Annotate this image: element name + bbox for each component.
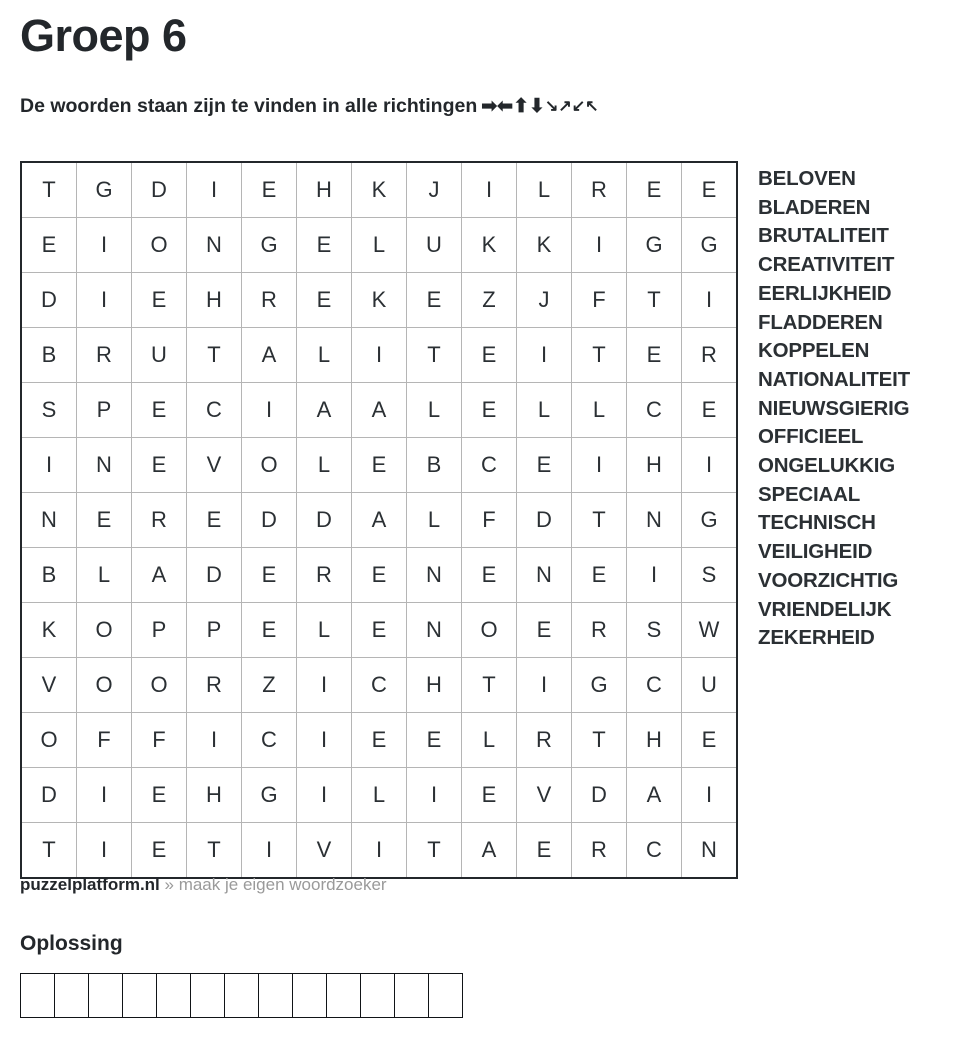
grid-cell[interactable]: I: [627, 548, 682, 603]
grid-cell[interactable]: D: [21, 273, 77, 328]
grid-cell[interactable]: N: [517, 548, 572, 603]
grid-cell[interactable]: F: [132, 713, 187, 768]
direction-arrows: [481, 96, 598, 117]
grid-cell[interactable]: V: [297, 823, 352, 879]
grid-cell[interactable]: S: [21, 383, 77, 438]
grid-cell[interactable]: L: [352, 218, 407, 273]
brand-link[interactable]: puzzelplatform.nl: [20, 875, 160, 894]
grid-cell[interactable]: E: [297, 273, 352, 328]
grid-cell[interactable]: I: [77, 218, 132, 273]
grid-row: [21, 218, 737, 273]
grid-row: [21, 548, 737, 603]
grid-cell[interactable]: L: [352, 768, 407, 823]
grid-cell[interactable]: C: [187, 383, 242, 438]
grid-cell[interactable]: N: [682, 823, 738, 879]
solution-box[interactable]: [293, 974, 327, 1018]
down-arrow-icon: ⬇: [529, 96, 545, 117]
solution-boxes: [20, 973, 463, 1018]
grid-cell[interactable]: E: [517, 603, 572, 658]
grid-cell[interactable]: K: [352, 273, 407, 328]
grid-cell[interactable]: E: [132, 273, 187, 328]
grid-cell[interactable]: T: [407, 328, 462, 383]
grid-cell[interactable]: U: [407, 218, 462, 273]
grid-cell[interactable]: T: [21, 162, 77, 218]
up-left-arrow-icon: ↖: [585, 98, 599, 115]
grid-cell[interactable]: A: [242, 328, 297, 383]
grid-cell[interactable]: T: [572, 493, 627, 548]
down-left-arrow-icon: ↙: [571, 98, 586, 115]
grid-cell[interactable]: E: [517, 438, 572, 493]
grid-cell[interactable]: G: [627, 218, 682, 273]
solution-heading: Oplossing: [20, 932, 123, 955]
word-list-item[interactable]: ONGELUKKIG: [758, 454, 895, 478]
word-list: [758, 165, 953, 653]
grid-cell[interactable]: L: [517, 162, 572, 218]
grid-cell[interactable]: G: [77, 162, 132, 218]
grid-cell[interactable]: T: [572, 713, 627, 768]
grid-cell[interactable]: K: [517, 218, 572, 273]
grid-cell[interactable]: O: [77, 603, 132, 658]
grid-row: [21, 438, 737, 493]
grid-cell[interactable]: I: [242, 383, 297, 438]
solution-box-row: [21, 974, 463, 1018]
word-list-items: [758, 165, 953, 653]
grid-cell[interactable]: L: [297, 328, 352, 383]
solution-box[interactable]: [361, 974, 395, 1018]
grid-cell[interactable]: H: [187, 273, 242, 328]
solution-box[interactable]: [157, 974, 191, 1018]
grid-cell[interactable]: N: [77, 438, 132, 493]
grid-cell[interactable]: O: [462, 603, 517, 658]
grid-cell[interactable]: T: [21, 823, 77, 879]
grid-cell[interactable]: O: [21, 713, 77, 768]
solution-boxes-container: [20, 973, 463, 1018]
solution-box[interactable]: [191, 974, 225, 1018]
grid-cell[interactable]: E: [132, 438, 187, 493]
down-right-arrow-icon: ↘: [544, 98, 559, 115]
grid-cell[interactable]: L: [297, 603, 352, 658]
word-list-item[interactable]: SPECIAAL: [758, 482, 861, 506]
grid-cell[interactable]: I: [77, 823, 132, 879]
grid-cell[interactable]: V: [517, 768, 572, 823]
grid-cell[interactable]: I: [21, 438, 77, 493]
grid-cell[interactable]: A: [297, 383, 352, 438]
grid-cell[interactable]: O: [77, 658, 132, 713]
grid-cell[interactable]: H: [297, 162, 352, 218]
solution-box[interactable]: [395, 974, 429, 1018]
solution-box[interactable]: [123, 974, 157, 1018]
grid-cell[interactable]: L: [407, 493, 462, 548]
grid-cell[interactable]: I: [297, 658, 352, 713]
right-arrow-icon: ➡: [481, 96, 498, 117]
grid-cell[interactable]: R: [242, 273, 297, 328]
grid-cell[interactable]: L: [462, 713, 517, 768]
grid-cell[interactable]: R: [77, 328, 132, 383]
grid-row: [21, 162, 737, 218]
word-list-item[interactable]: NATIONALITEIT: [758, 367, 910, 391]
word-list-item[interactable]: FLADDEREN: [758, 310, 883, 334]
grid-row: [21, 823, 737, 879]
grid-cell[interactable]: E: [352, 548, 407, 603]
grid-cell[interactable]: P: [77, 383, 132, 438]
solution-boxes-body: [21, 974, 463, 1018]
word-list-item[interactable]: TECHNISCH: [758, 511, 876, 535]
word-list-item[interactable]: BLADEREN: [758, 195, 871, 219]
tagline-link[interactable]: » maak je eigen woordzoeker: [164, 875, 387, 894]
word-list-item[interactable]: KOPPELEN: [758, 339, 870, 363]
grid-cell[interactable]: I: [517, 328, 572, 383]
grid-cell[interactable]: I: [297, 768, 352, 823]
grid-cell[interactable]: E: [462, 328, 517, 383]
grid-cell[interactable]: C: [627, 823, 682, 879]
grid-cell[interactable]: C: [627, 383, 682, 438]
grid-cell[interactable]: K: [352, 162, 407, 218]
grid-cell[interactable]: Z: [462, 273, 517, 328]
grid-cell[interactable]: D: [242, 493, 297, 548]
grid-cell[interactable]: H: [407, 658, 462, 713]
left-arrow-icon: ⬅: [497, 96, 514, 117]
grid-cell[interactable]: O: [132, 218, 187, 273]
grid-cell[interactable]: F: [77, 713, 132, 768]
grid-cell[interactable]: H: [627, 438, 682, 493]
grid-cell[interactable]: E: [352, 713, 407, 768]
grid-cell[interactable]: E: [352, 438, 407, 493]
grid-cell[interactable]: B: [21, 328, 77, 383]
grid-cell[interactable]: E: [21, 218, 77, 273]
word-list-item[interactable]: VOORZICHTIG: [758, 568, 899, 592]
grid-cell[interactable]: D: [132, 162, 187, 218]
solution-box[interactable]: [327, 974, 361, 1018]
grid-cell[interactable]: J: [407, 162, 462, 218]
grid-row: [21, 328, 737, 383]
grid-cell[interactable]: R: [572, 603, 627, 658]
word-list-item[interactable]: ZEKERHEID: [758, 626, 875, 650]
grid-row: [21, 768, 737, 823]
solution-box[interactable]: [21, 974, 55, 1018]
grid-cell[interactable]: A: [132, 548, 187, 603]
grid-cell[interactable]: G: [242, 768, 297, 823]
grid-cell[interactable]: E: [682, 162, 738, 218]
grid-cell[interactable]: A: [352, 383, 407, 438]
grid-cell[interactable]: E: [407, 273, 462, 328]
grid-cell[interactable]: L: [517, 383, 572, 438]
grid-cell[interactable]: L: [77, 548, 132, 603]
solution-box[interactable]: [55, 974, 89, 1018]
grid-cell[interactable]: L: [407, 383, 462, 438]
grid-cell[interactable]: I: [352, 823, 407, 879]
grid-cell[interactable]: G: [682, 218, 738, 273]
grid-cell[interactable]: I: [352, 328, 407, 383]
grid-cell[interactable]: I: [517, 658, 572, 713]
grid-cell[interactable]: N: [627, 493, 682, 548]
grid-cell[interactable]: W: [682, 603, 738, 658]
solution-box[interactable]: [259, 974, 293, 1018]
grid-row: [21, 603, 737, 658]
grid-cell[interactable]: G: [572, 658, 627, 713]
grid-cell[interactable]: E: [517, 823, 572, 879]
grid-cell[interactable]: R: [297, 548, 352, 603]
grid-cell[interactable]: L: [297, 438, 352, 493]
grid-cell[interactable]: E: [242, 548, 297, 603]
grid-row: [21, 493, 737, 548]
grid-cell[interactable]: O: [132, 658, 187, 713]
grid-cell[interactable]: F: [572, 273, 627, 328]
word-list-item[interactable]: BRUTALITEIT: [758, 224, 889, 248]
grid-cell[interactable]: R: [682, 328, 738, 383]
grid-cell[interactable]: V: [21, 658, 77, 713]
puzzle-grid-container: [20, 161, 738, 879]
grid-cell[interactable]: D: [572, 768, 627, 823]
grid-cell[interactable]: T: [462, 658, 517, 713]
grid-cell[interactable]: I: [297, 713, 352, 768]
grid-cell[interactable]: V: [187, 438, 242, 493]
grid-cell[interactable]: I: [682, 768, 738, 823]
grid-cell[interactable]: P: [132, 603, 187, 658]
grid-cell[interactable]: I: [682, 273, 738, 328]
grid-cell[interactable]: I: [242, 823, 297, 879]
grid-cell[interactable]: E: [462, 768, 517, 823]
grid-cell[interactable]: L: [572, 383, 627, 438]
page-title: Groep 6: [20, 10, 187, 61]
grid-cell[interactable]: N: [407, 548, 462, 603]
letter-grid: [20, 161, 738, 879]
word-list-item[interactable]: EERLIJKHEID: [758, 281, 892, 305]
instruction-text: De woorden staan zijn te vinden in alle richtingen: [20, 95, 478, 117]
grid-cell[interactable]: B: [21, 548, 77, 603]
grid-cell[interactable]: J: [517, 273, 572, 328]
grid-cell[interactable]: Z: [242, 658, 297, 713]
grid-row: [21, 383, 737, 438]
grid-cell[interactable]: N: [407, 603, 462, 658]
grid-cell[interactable]: E: [132, 768, 187, 823]
grid-cell[interactable]: E: [682, 383, 738, 438]
solution-box[interactable]: [429, 974, 463, 1018]
grid-cell[interactable]: T: [572, 328, 627, 383]
grid-cell[interactable]: E: [682, 713, 738, 768]
grid-cell[interactable]: R: [572, 162, 627, 218]
grid-cell[interactable]: R: [572, 823, 627, 879]
grid-cell[interactable]: R: [132, 493, 187, 548]
grid-cell[interactable]: U: [132, 328, 187, 383]
grid-cell[interactable]: E: [242, 603, 297, 658]
grid-row: [21, 713, 737, 768]
grid-cell[interactable]: I: [77, 273, 132, 328]
grid-cell[interactable]: I: [187, 162, 242, 218]
grid-cell[interactable]: P: [187, 603, 242, 658]
grid-cell[interactable]: S: [627, 603, 682, 658]
grid-cell[interactable]: I: [572, 218, 627, 273]
grid-cell[interactable]: E: [627, 328, 682, 383]
grid-cell[interactable]: K: [21, 603, 77, 658]
grid-cell[interactable]: E: [242, 162, 297, 218]
grid-cell[interactable]: I: [407, 768, 462, 823]
grid-cell[interactable]: N: [21, 493, 77, 548]
grid-row: [21, 658, 737, 713]
grid-cell[interactable]: E: [407, 713, 462, 768]
word-list-item[interactable]: VEILIGHEID: [758, 540, 873, 564]
grid-cell[interactable]: T: [627, 273, 682, 328]
grid-cell[interactable]: E: [297, 218, 352, 273]
grid-cell[interactable]: R: [517, 713, 572, 768]
instruction-line: [20, 97, 599, 117]
grid-cell[interactable]: H: [187, 768, 242, 823]
grid-cell[interactable]: C: [352, 658, 407, 713]
grid-cell[interactable]: H: [627, 713, 682, 768]
up-arrow-icon: ⬆: [513, 96, 530, 117]
grid-cell[interactable]: S: [682, 548, 738, 603]
grid-cell[interactable]: A: [462, 823, 517, 879]
grid-cell[interactable]: E: [462, 548, 517, 603]
letter-grid-body: [21, 162, 737, 878]
grid-cell[interactable]: K: [462, 218, 517, 273]
grid-cell[interactable]: D: [297, 493, 352, 548]
grid-cell[interactable]: C: [627, 658, 682, 713]
up-right-arrow-icon: ↗: [558, 98, 572, 115]
grid-cell[interactable]: O: [242, 438, 297, 493]
grid-cell[interactable]: E: [187, 493, 242, 548]
grid-cell[interactable]: G: [242, 218, 297, 273]
grid-cell[interactable]: I: [77, 768, 132, 823]
grid-cell[interactable]: I: [187, 713, 242, 768]
grid-cell[interactable]: T: [187, 823, 242, 879]
grid-cell[interactable]: I: [682, 438, 738, 493]
grid-cell[interactable]: E: [77, 493, 132, 548]
word-list-item[interactable]: NIEUWSGIERIG: [758, 396, 910, 420]
grid-cell[interactable]: E: [627, 162, 682, 218]
word-list-item[interactable]: BELOVEN: [758, 167, 856, 190]
grid-cell[interactable]: D: [517, 493, 572, 548]
grid-cell[interactable]: R: [187, 658, 242, 713]
grid-cell[interactable]: F: [462, 493, 517, 548]
grid-cell[interactable]: I: [572, 438, 627, 493]
solution-box[interactable]: [89, 974, 123, 1018]
grid-cell[interactable]: T: [187, 328, 242, 383]
word-list-item[interactable]: OFFICIEEL: [758, 425, 864, 449]
grid-cell[interactable]: E: [462, 383, 517, 438]
grid-cell[interactable]: C: [462, 438, 517, 493]
source-credit: [20, 876, 387, 893]
grid-cell[interactable]: E: [132, 383, 187, 438]
grid-cell[interactable]: T: [407, 823, 462, 879]
grid-cell[interactable]: A: [352, 493, 407, 548]
grid-cell[interactable]: C: [242, 713, 297, 768]
grid-cell[interactable]: I: [462, 162, 517, 218]
word-list-item[interactable]: CREATIVITEIT: [758, 253, 895, 277]
grid-cell[interactable]: U: [682, 658, 738, 713]
grid-cell[interactable]: D: [187, 548, 242, 603]
grid-cell[interactable]: N: [187, 218, 242, 273]
word-list-item[interactable]: VRIENDELIJK: [758, 597, 892, 621]
grid-cell[interactable]: E: [352, 603, 407, 658]
grid-cell[interactable]: D: [21, 768, 77, 823]
grid-row: [21, 273, 737, 328]
grid-cell[interactable]: B: [407, 438, 462, 493]
grid-cell[interactable]: A: [627, 768, 682, 823]
grid-cell[interactable]: E: [572, 548, 627, 603]
grid-cell[interactable]: E: [132, 823, 187, 879]
grid-cell[interactable]: G: [682, 493, 738, 548]
solution-box[interactable]: [225, 974, 259, 1018]
